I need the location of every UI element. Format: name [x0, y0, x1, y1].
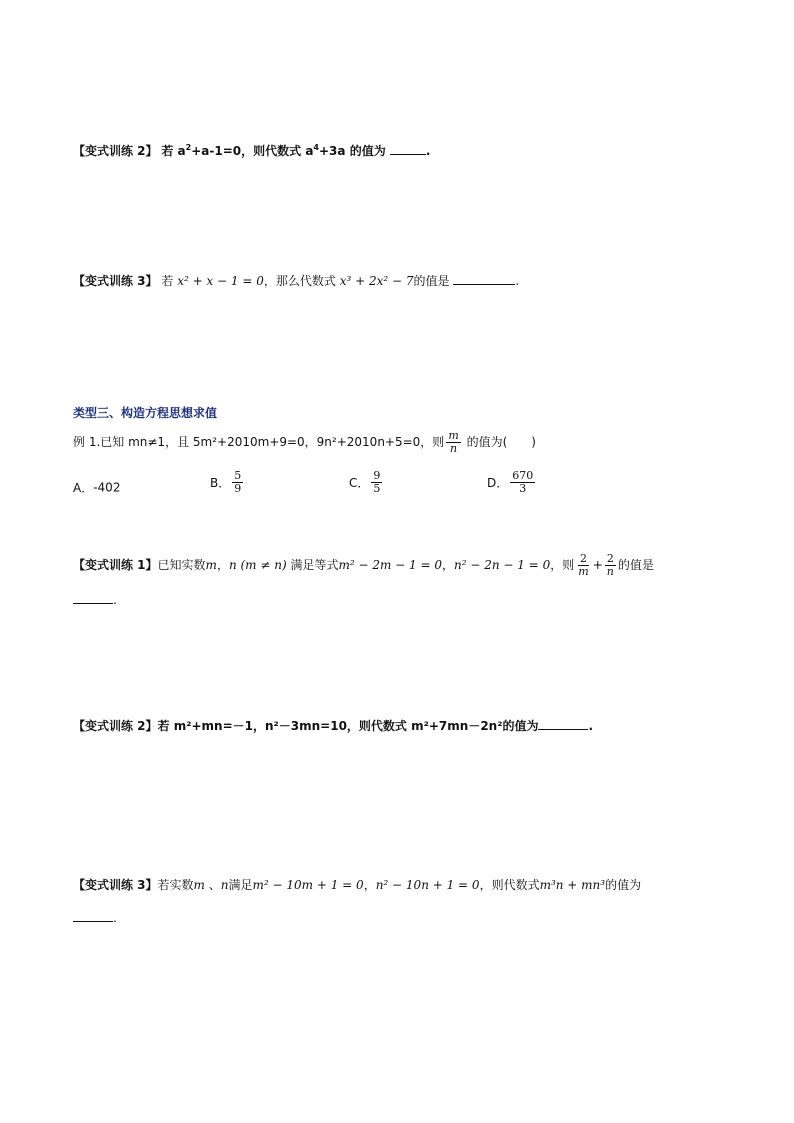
- question-variant-3a: 【变式训练 3】 若 x² + x − 1 = 0，那么代数式 x³ + 2x² − 7的值是 .: [73, 274, 520, 288]
- question-label: 【变式训练 2】: [73, 144, 158, 158]
- option-d-fraction: $\frac{670}{3}$: [512, 469, 534, 495]
- answer-line: .: [73, 910, 117, 926]
- expression: m³n + mn³: [539, 878, 606, 892]
- answer-blank[interactable]: [73, 910, 113, 922]
- question-variant-2b: 【变式训练 2】若 m²+mn=－1，n²－3mn=10，则代数式 m²+7mn－2n²的值为 .: [73, 719, 594, 733]
- expression: x³ + 2x² − 7: [339, 274, 414, 288]
- question-variant-1: 【变式训练 1】已知实数m，n (m ≠ n) 满足等式m² − 2m − 1 = 0，n² − 2n − 1 = 0，则 $\frac{2}{m}$ + $\frac{2}{n}$ 的值是: [73, 552, 654, 578]
- section-heading: 类型三、构造方程思想求值: [73, 406, 218, 420]
- option-b-fraction: $\frac{5}{9}$: [234, 469, 242, 495]
- equation: n² − 2n − 1 = 0: [454, 558, 551, 572]
- answer-blank[interactable]: [73, 592, 113, 604]
- equation: m² − 2m − 1 = 0: [338, 558, 443, 572]
- answer-blank[interactable]: [390, 143, 426, 155]
- option-c-fraction: $\frac{9}{5}$: [373, 469, 381, 495]
- question-label: 【变式训练 2】: [73, 719, 158, 733]
- answer-blank[interactable]: [538, 718, 588, 730]
- answer-blank[interactable]: [453, 273, 515, 285]
- example-1: 例 1.已知 mn≠1，且 5m²+2010m+9=0，9n²+2010n+5=0，则 $\frac{m}{n}$ 的值为( ): [73, 429, 536, 455]
- equation: m² − 10m + 1 = 0: [252, 878, 364, 892]
- option-b[interactable]: B． $\frac{5}{9}$: [210, 469, 242, 495]
- question-label: 【变式训练 3】: [73, 878, 158, 892]
- fraction-2-over-m: $\frac{2}{m}$: [578, 552, 589, 578]
- question-text: 若 $a^2+a-1=0$，则代数式 $a^4+3a$ 的值为: [161, 143, 386, 158]
- answer-line: .: [73, 592, 117, 608]
- question-text: 若 m²+mn=－1，n²－3mn=10，则代数式 m²+7mn－2n²的值为: [157, 719, 539, 733]
- question-label: 【变式训练 1】: [73, 558, 158, 572]
- question-label: 【变式训练 3】: [73, 274, 158, 288]
- option-d[interactable]: D． $\frac{670}{3}$: [487, 469, 534, 495]
- fraction-m-over-n: $\frac{m}{n}$: [448, 429, 459, 455]
- option-c[interactable]: C． $\frac{9}{5}$: [349, 469, 381, 495]
- option-a[interactable]: A．-402: [73, 480, 121, 495]
- question-variant-3b: 【变式训练 3】若实数m 、n满足m² − 10m + 1 = 0，n² − 10n + 1 = 0，则代数式m³n + mn³的值为: [73, 878, 642, 892]
- fraction-2-over-n: $\frac{2}{n}$: [606, 552, 614, 578]
- equation: n² − 10n + 1 = 0: [375, 878, 480, 892]
- question-variant-2a: 【变式训练 2】 若 $a^2+a-1=0$，则代数式 $a^4+3a$ 的值为 .: [73, 143, 431, 158]
- equation: x² + x − 1 = 0: [177, 274, 264, 288]
